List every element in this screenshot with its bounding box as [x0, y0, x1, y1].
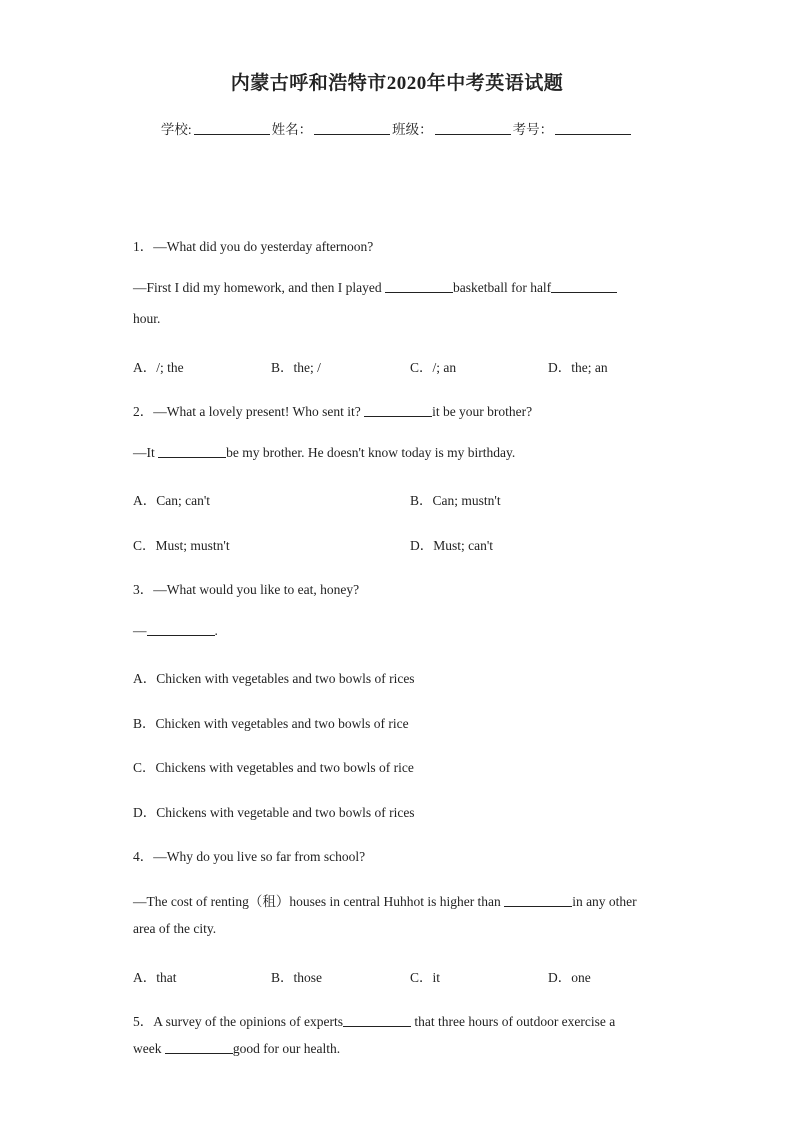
q3-option-a[interactable]: A．Chicken with vegetables and two bowls of rices [133, 671, 415, 686]
q5-stem-text-b: that three hours of outdoor exercise a [410, 1014, 616, 1029]
q2-stem [133, 400, 532, 420]
q1-stem-text: —What did you do yesterday afternoon? [153, 239, 374, 254]
class-blank[interactable] [435, 121, 511, 135]
q2-blank-1[interactable] [364, 404, 432, 417]
q4-reply [133, 890, 637, 910]
q2-blank-2[interactable] [158, 445, 226, 458]
q3-number: 3． [133, 582, 154, 597]
q4-number: 4． [133, 849, 154, 864]
q3-reply-text-a: — [133, 623, 147, 638]
q1-option-c[interactable]: C．/; an [410, 360, 457, 375]
q1-number: 1． [133, 239, 154, 254]
exam-no-blank[interactable] [555, 121, 631, 135]
q2-stem-text-a: —What a lovely present! Who sent it? [153, 404, 365, 419]
q5-blank-2[interactable] [165, 1041, 233, 1054]
q3-blank[interactable] [147, 623, 215, 636]
q5-stem-cont [133, 1041, 340, 1057]
q2-option-c[interactable]: C．Must; mustn't [133, 538, 230, 553]
class-label: 班级： [392, 122, 433, 137]
q4-option-d[interactable]: D．one [548, 970, 591, 985]
q1-option-a[interactable]: A．/; the [133, 360, 184, 375]
q4-reply-text-a: —The cost of renting（租）houses in central Huhhot is higher than [133, 894, 505, 909]
q1-stem [133, 235, 373, 255]
q4-reply-text-b: in any other [572, 894, 637, 909]
q5-stem [133, 1010, 615, 1030]
q3-reply [133, 623, 218, 639]
q4-blank[interactable] [504, 894, 572, 907]
q1-option-d[interactable]: D．the; an [548, 360, 608, 375]
school-blank[interactable] [194, 121, 270, 135]
q3-reply-text-b: . [214, 623, 218, 638]
q4-stem [133, 845, 365, 865]
q4-option-a[interactable]: A．that [133, 970, 177, 985]
exam-title: 内蒙古呼和浩特市2020年中考英语试题 [230, 73, 564, 94]
q2-stem-text-b: it be your brother? [432, 404, 533, 419]
q3-stem-text: —What would you like to eat, honey? [153, 582, 360, 597]
q2-reply-text-b: be my brother. He doesn't know today is my birthday. [226, 445, 516, 460]
name-blank[interactable] [314, 121, 390, 135]
q1-blank-2[interactable] [551, 280, 617, 293]
school-label: 学校: [160, 122, 192, 137]
q1-reply-text-a: —First I did my homework, and then I played [133, 280, 385, 295]
q4-option-b[interactable]: B．those [271, 970, 323, 985]
q1-reply-text-b: basketball for half [452, 280, 552, 295]
q5-stem-text-c: week [133, 1041, 165, 1056]
q4-stem-text: —Why do you live so far from school? [153, 849, 366, 864]
q4-option-c[interactable]: C．it [410, 970, 441, 985]
q3-option-d[interactable]: D．Chickens with vegetable and two bowls of rices [133, 805, 415, 820]
q3-stem [133, 578, 359, 598]
exam-no-label: 考号： [512, 122, 554, 137]
q2-number: 2． [133, 404, 154, 419]
q1-reply [133, 280, 617, 296]
q3-option-c[interactable]: C．Chickens with vegetables and two bowls of rice [133, 760, 414, 775]
q1-blank-1[interactable] [385, 280, 453, 293]
q3-option-b[interactable]: B．Chicken with vegetables and two bowls of rice [133, 716, 409, 731]
q5-stem-text-a: A survey of the opinions of experts [153, 1014, 343, 1029]
q1-option-b[interactable]: B．the; / [271, 360, 321, 375]
q2-option-d[interactable]: D．Must; can't [410, 538, 494, 553]
q5-number: 5． [133, 1014, 154, 1029]
q1-reply-cont: hour. [133, 311, 161, 326]
q4-reply-cont: area of the city. [133, 921, 217, 936]
q2-option-a[interactable]: A．Can; can't [133, 493, 211, 508]
q5-stem-text-d: good for our health. [232, 1041, 341, 1056]
q2-reply-text-a: —It [133, 445, 159, 460]
q2-reply [133, 445, 515, 461]
name-label: 姓名： [271, 122, 313, 137]
q5-blank-1[interactable] [343, 1014, 411, 1027]
student-info-line [0, 118, 794, 138]
q2-option-b[interactable]: B．Can; mustn't [410, 493, 501, 508]
